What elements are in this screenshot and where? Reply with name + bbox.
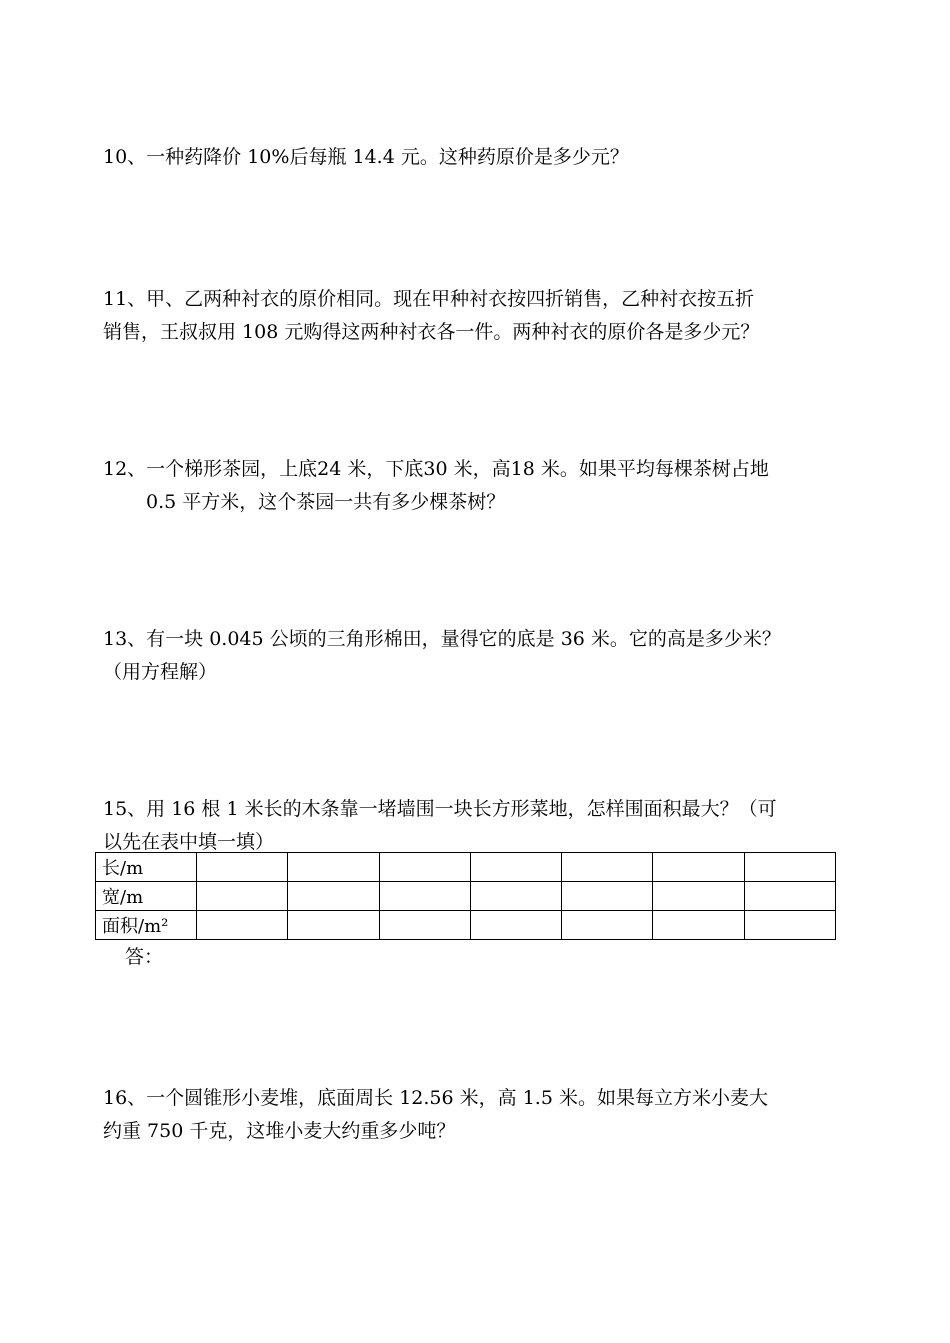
problem-11-line-1: 11、甲、乙两种衬衣的原价相同。现在甲种衬衣按四折销售，乙种衬衣按五折 [103,288,755,310]
problem-12 [103,453,863,519]
table-cell[interactable] [288,882,379,911]
table-cell[interactable] [562,853,653,882]
table-row-width [96,882,836,911]
table-cell[interactable] [288,853,379,882]
problem-15-line-1: 15、用 16 根 1 米长的木条靠一堵墙围一块长方形菜地，怎样围面积最大？（可 [103,798,777,820]
problem-10-line-1: 10、一种药降价 10%后每瓶 14.4 元。这种药原价是多少元？ [103,146,629,168]
fill-in-table [95,852,836,940]
problem-12-line-1: 12、一个梯形茶园，上底24 米，下底30 米，高18 米。如果平均每棵茶树占地 [103,458,769,480]
table-cell[interactable] [197,853,288,882]
table-cell[interactable] [197,911,288,940]
table-cell[interactable] [562,911,653,940]
table-cell[interactable] [288,911,379,940]
row-header-area: 面积/m² [96,911,197,940]
table-cell[interactable] [744,911,835,940]
answer-label: 答： [125,946,164,968]
problem-12-line-2: 0.5 平方米，这个茶园一共有多少棵茶树？ [146,491,506,513]
table-cell[interactable] [379,911,470,940]
problem-15-line-2: 以先在表中填一填） [103,831,275,853]
row-header-length: 长/m [96,853,197,882]
table-cell[interactable] [744,853,835,882]
problem-13-line-1: 13、有一块 0.045 公顷的三角形棉田，量得它的底是 36 米。它的高是多少米？ [103,628,781,650]
problem-16 [103,1082,863,1148]
table-row-area [96,911,836,940]
problem-16-line-2: 约重 750 千克，这堆小麦大约重多少吨？ [103,1120,456,1142]
table-cell[interactable] [653,853,744,882]
table-cell[interactable] [379,882,470,911]
row-header-width: 宽/m [96,882,197,911]
table-cell[interactable] [562,882,653,911]
table-cell[interactable] [197,882,288,911]
problem-10 [103,141,863,174]
table-cell[interactable] [470,853,561,882]
problem-13-line-2: （用方程解） [103,661,218,683]
table-row-length [96,853,836,882]
table-cell[interactable] [653,911,744,940]
problem-11-line-2: 销售，王叔叔用 108 元购得这两种衬衣各一件。两种衬衣的原价各是多少元？ [103,321,760,343]
table-cell[interactable] [470,911,561,940]
problem-13 [103,623,863,689]
problem-15 [103,793,863,859]
table-cell[interactable] [653,882,744,911]
problem-16-line-1: 16、一个圆锥形小麦堆，底面周长 12.56 米，高 1.5 米。如果每立方米小麦大 [103,1087,768,1109]
table-cell[interactable] [744,882,835,911]
table-cell[interactable] [379,853,470,882]
problem-11 [103,283,863,349]
table-cell[interactable] [470,882,561,911]
